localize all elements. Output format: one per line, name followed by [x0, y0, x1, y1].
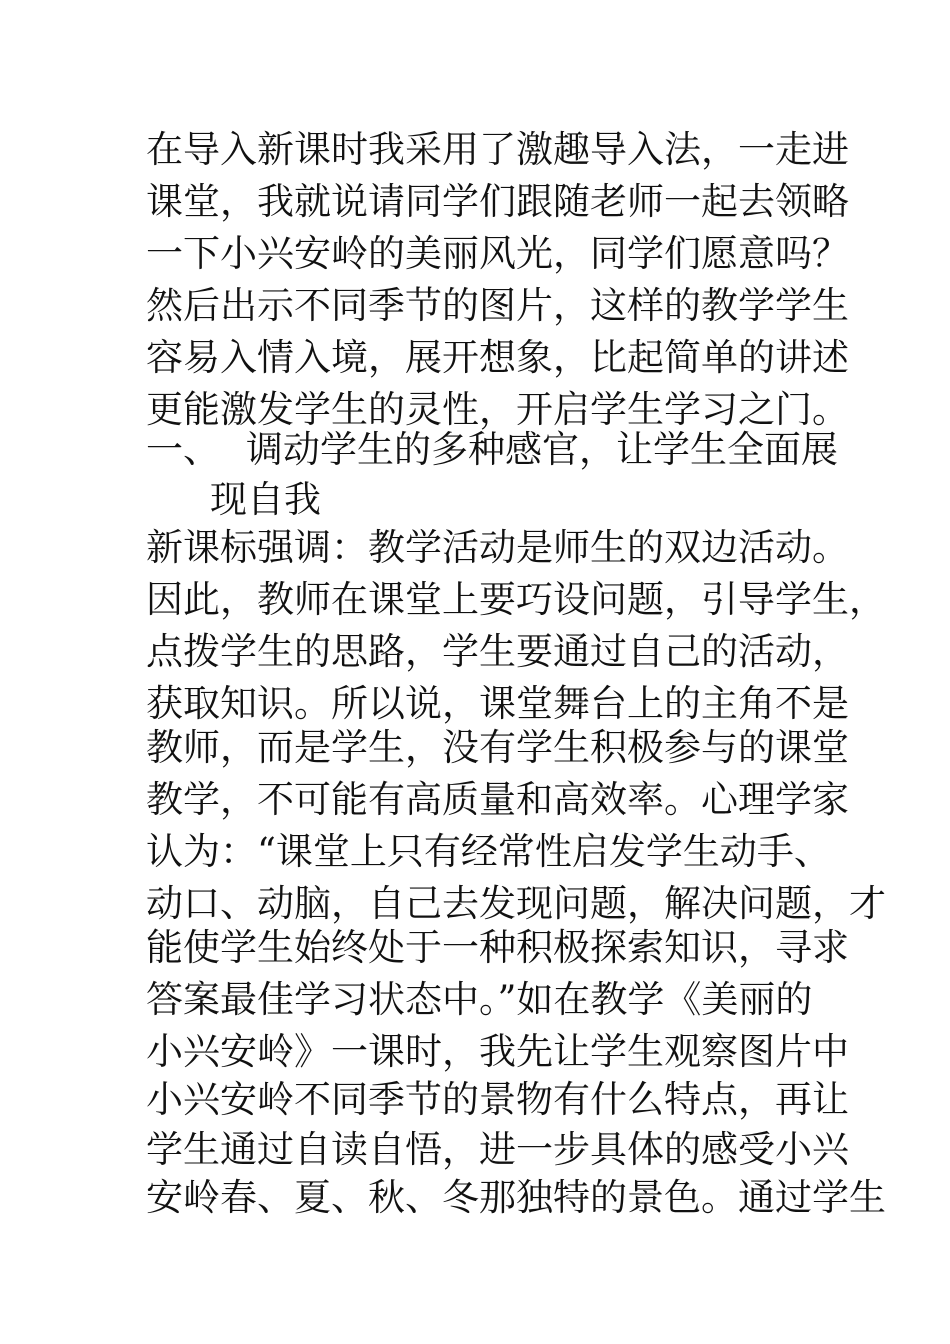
section-heading-number: 一、: [146, 428, 220, 471]
body-text-line: 安岭春、夏、秋、冬那独特的景色。通过学生: [146, 1176, 886, 1219]
body-text-line: 认为：“课堂上只有经常性启发学生动手、: [146, 830, 831, 873]
body-text-line: 教师，而是学生，没有学生积极参与的课堂: [146, 726, 849, 769]
body-text-line: 一下小兴安岭的美丽风光，同学们愿意吗？: [146, 232, 849, 275]
body-text-line: 新课标强调：教学活动是师生的双边活动。: [146, 526, 849, 569]
body-text-line: 小兴安岭不同季节的景物有什么特点，再让: [146, 1078, 849, 1121]
body-text-line: 能使学生始终处于一种积极探索知识，寻求: [146, 926, 849, 969]
body-text-line: 答案最佳学习状态中。”如在教学《美丽的: [146, 978, 813, 1021]
body-text-line: 在导入新课时我采用了激趣导入法，一走进: [146, 128, 849, 171]
body-text-line: 更能激发学生的灵性，开启学生学习之门。: [146, 388, 849, 431]
body-text-line: 小兴安岭》一课时，我先让学生观察图片中: [146, 1030, 849, 1073]
body-text-line: 然后出示不同季节的图片，这样的教学学生: [146, 284, 849, 327]
section-heading-text: 调动学生的多种感官，让学生全面展: [246, 428, 838, 471]
body-text-line: 容易入情入境，展开想象，比起简单的讲述: [146, 336, 849, 379]
body-text-line: 点拨学生的思路，学生要通过自己的活动，: [146, 630, 849, 673]
body-text-line: 动口、动脑，自己去发现问题，解决问题，才: [146, 882, 886, 925]
body-text-line: 获取知识。所以说，课堂舞台上的主角不是: [146, 682, 849, 725]
body-text-line: 课堂，我就说请同学们跟随老师一起去领略: [146, 180, 849, 223]
body-text-line: 因此，教师在课堂上要巧设问题，引导学生，: [146, 578, 886, 621]
section-heading-continuation: 现自我: [210, 478, 321, 521]
body-text-line: 教学，不可能有高质量和高效率。心理学家: [146, 778, 849, 821]
body-text-line: 学生通过自读自悟，进一步具体的感受小兴: [146, 1128, 849, 1171]
